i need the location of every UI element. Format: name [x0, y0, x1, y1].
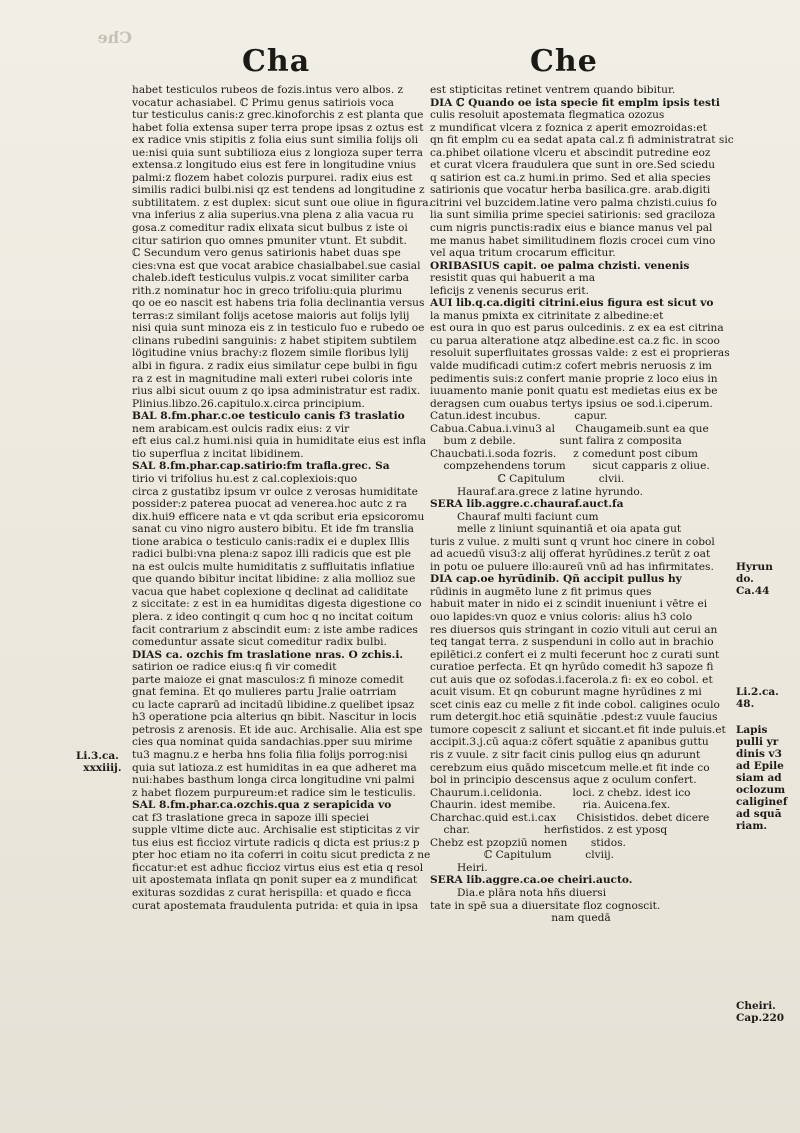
text-line: cat f3 traslatione greca in sapoze illi speciei	[132, 811, 369, 824]
text-line: gnat femina. Et qo mulieres partu Jralie oatrriam	[132, 686, 397, 699]
text-line: z habet flozem purpureum:et radice sim le testiculis.	[132, 786, 416, 799]
text-line: ORIBASIUS capit. oe palma chzisti. venenis	[430, 259, 690, 272]
right-text-column	[430, 84, 734, 925]
text-line: accipit.3.j.cū aqua:z cōfert squātie z apanibus guttu	[430, 736, 709, 749]
text-line: radici bulbi:vna plena:z sapoz illi radicis que est ple	[132, 548, 412, 561]
text-line: tione arabica o testiculo canis:radix ei e duplex Illis	[132, 535, 410, 548]
margin-note-right: Hyrun do. Ca.44	[736, 560, 773, 597]
text-line: acuit visum. Et qn coburunt magne hyrūdines z mi	[430, 686, 702, 699]
text-line: Dia.e plāra nota hñs diuersi	[430, 887, 607, 899]
text-line: lögitudine vnius brachy:z flozem simile floribus lylij	[132, 347, 409, 360]
text-line: palmi:z flozem habet colozis purpurei. radix eius est	[132, 171, 413, 184]
margin-note-right: Li.2.ca. 48.	[736, 686, 779, 711]
text-line: dix.hui9 efficere nata e vt qda scribut eria epsicoromu	[132, 510, 425, 523]
text-line: cu parua alteratione atqz albedine.est ca.z fic. in scoo	[430, 334, 720, 347]
text-line: ad acuedū visu3:z alij offerat hyrūdines.z terūt z oat	[430, 548, 711, 561]
text-line: petrosis z arenosis. Et ide auc. Archisalie. Alia est spe	[132, 723, 423, 736]
text-line: na est oulcis multe humiditatis z suffluitatis inflatiue	[132, 560, 415, 573]
running-header-right: Che	[530, 44, 598, 79]
text-line: tumore copescit z saliunt et siccant.et fit inde puluis.et	[430, 723, 726, 736]
text-line: cerebzum eius quādo miscetcum melle.et fit inde co	[430, 761, 710, 774]
text-line: deragsen cum ouabus tertys ipsius oe sod.i.ciperum.	[430, 397, 713, 410]
text-line: eft eius cal.z humi.nisi quia in humiditate eius est infla	[132, 435, 427, 448]
text-line: SERA lib.aggre.ca.oe cheiri.aucto.	[430, 874, 633, 887]
text-line: curatioe perfecta. Et qn hyrūdo comedit h3 sapoze fi	[430, 661, 714, 674]
margin-note-right: Lapis pulli yr dinis v3 ad Epile siam ad oclozum caliginef ad squā riam.	[736, 724, 788, 833]
text-line: ficcatur:et est adhuc ficcioz virtus eius est etia q resol	[132, 861, 424, 874]
text-line: rith.z nominatur hoc in greco trifoliu:quia plurimu	[132, 284, 403, 297]
text-line: chaleb.ideft testiculus vulpis.z vocat similiter carba	[132, 272, 409, 285]
text-line: char. herfistidos. z est yposq	[430, 824, 668, 837]
text-line: compzehendens torum sicut capparis z oliue.	[430, 460, 710, 473]
text-line: qn fit emplm cu ea sedat apata cal.z fi administratrat sic	[430, 134, 734, 147]
text-line: nam quedā	[430, 912, 611, 925]
text-line: plera. z ideo contingit q cum hoc q no incitat coitum	[132, 610, 414, 623]
text-line: rūdinis in augmēto lune z fit primus ques	[430, 585, 652, 598]
text-line: ℂ Capitulum clviij.	[430, 849, 615, 862]
text-line: cut auis que oz sofodas.i.facerola.z fi: ex eo cobol. et	[430, 673, 713, 686]
text-line: ℂ Capitulum clvii.	[430, 472, 625, 485]
text-line: citur satirion quo omnes pmuniter vtunt. Et subdit.	[132, 234, 407, 247]
text-line: Hauraf.ara.grece z latine hyrundo.	[430, 485, 643, 498]
text-line: vel aqua tritum crocarum efficitur.	[430, 247, 616, 260]
text-line: SAL 8.fm.phar.cap.satirio:fm trafla.grec. Sa	[132, 460, 390, 473]
left-text-column	[132, 84, 432, 912]
text-line: est stipticitas retinet ventrem quando bibitur.	[430, 84, 676, 96]
text-line: ris z vuule. z sitr facit cinis pullog eius qn adurunt	[430, 748, 701, 761]
text-line: et curat vlcera fraudulera que sunt in ore.Sed sciedu	[430, 159, 716, 172]
text-line: habuit mater in nido ei z scindit inueniunt i vētre ei	[430, 598, 708, 611]
text-line: SAL 8.fm.phar.ca.ozchis.qua z serapicida vo	[132, 799, 392, 812]
text-line: qo oe eo nascit est habens tria folia declinantia versus	[132, 297, 425, 310]
text-line: AUI lib.q.ca.digiti citrini.eius figura est sicut vo	[430, 297, 714, 310]
text-line: comeduntur assate sicut comeditur radix bulbi.	[132, 636, 387, 649]
text-line: pter hoc etiam no ita coferri in coitu sicut predicta z ne	[132, 849, 431, 862]
text-line: tirio vi trifolius hu.est z cal.coplexiois:quo	[132, 472, 358, 485]
text-line: rius albi sicut ouum z qo ipsa administratur est radix.	[132, 385, 421, 398]
text-line: me manus habet similitudinem flozis crocei cum vino	[430, 234, 716, 247]
text-line: melle z liniunt squinantiā et oia apata gut	[430, 523, 682, 536]
text-line: vacua que habet coplexione q declinat ad caliditate	[132, 585, 409, 598]
text-line: bum z debile. sunt falira z composita	[430, 435, 682, 448]
text-line: circa z gustatibz ipsum vr oulce z verosas humiditate	[132, 485, 418, 498]
bleed-through-text: Che	[97, 28, 132, 47]
text-line: citrini vel buzcidem.latine vero palma chzisti.cuius fo	[430, 196, 717, 209]
text-line: Chaurum.i.celidonia. loci. z chebz. idest ico	[430, 786, 691, 799]
text-line: res diuersos quis stringant in cozio vituli aut cerui an	[430, 623, 718, 636]
text-line: Chebz est pzopziū nomen stidos.	[430, 836, 626, 849]
text-line: z siccitate: z est in ea humiditas digesta digestione co	[132, 598, 422, 611]
text-line: Cabua.Cabua.i.vinu3 al Chaugameib.sunt ea que	[430, 422, 709, 435]
text-line: resoluit superfluitates grossas valde: z est ei proprieras	[430, 347, 730, 360]
text-line: subtilitatem. z est duplex: sicut sunt oue oliue in figura.	[132, 196, 432, 209]
text-line: rum detergit.hoc etiā squinātie .pdest:z vuule faucius	[430, 711, 718, 724]
text-line: uit apostemata inflata qn ponit super ea z mundificat	[132, 874, 418, 887]
text-line: exituras sozdidas z curat herispilla: et quado e ficca	[132, 887, 412, 899]
text-line: que quando bibitur incitat libidine: z alia mollioz sue	[132, 573, 416, 586]
text-line: culis resoluit apostemata flegmatica ozozus	[430, 109, 665, 122]
text-line: nisi quia sunt minoza eis z in testiculo fuo e rubedo oe	[132, 322, 425, 335]
text-line: terras:z similant folijs acetose maioris aut folijs lylij	[132, 309, 410, 322]
text-line: quia sut latioza.z est humiditas in ea que adheret ma	[132, 761, 417, 774]
text-line: est oura in quo est parus oulcedinis. z ex ea est citrina	[430, 322, 724, 335]
text-line: satirionis que vocatur herba basilica.gre. arab.digiti	[430, 184, 711, 197]
text-line: tus eius est ficcioz virtute radicis q dicta est prius:z p	[132, 836, 420, 849]
text-line: cies:vna est que vocat arabice chasialbabel.sue casial	[132, 259, 421, 272]
text-line: la manus pmixta ex citrinitate z albedine:et	[430, 309, 664, 322]
text-line: Chauraf multi faciunt cum	[430, 510, 599, 523]
text-line: cies qua nominat quida sandachias.pper suu mirime	[132, 736, 413, 749]
text-line: valde mudificadi cutim:z cofert mebris neruosis z im	[430, 360, 712, 373]
text-line: albi in figura. z radix eius similatur cepe bulbi in figu	[132, 360, 418, 373]
running-header-left: Cha	[242, 44, 311, 79]
text-line: supple vltime dicte auc. Archisalie est stipticitas z vir	[132, 824, 420, 837]
text-line: possider:z paterea puocat ad venerea.hoc autc z ra	[132, 498, 407, 511]
text-line: Catun.idest incubus. capur.	[430, 410, 608, 423]
text-line: tur testiculus canis:z grec.kinoforchis z est planta que	[132, 109, 424, 122]
text-line: vocatur achasiabel. ℂ Primu genus satiriois voca	[132, 96, 394, 109]
text-line: iuuamento manie ponit quatu est medietas eius ex be	[430, 385, 718, 398]
text-line: DIAS ca. ozchis fm traslatione nras. O zchis.i.	[132, 648, 404, 661]
text-line: ex radice vnis stipitis z folia eius sunt similia folijs oli	[132, 134, 419, 147]
text-line: ue:nisi quia sunt subtilioza eius z longioza super terra	[132, 146, 423, 159]
text-line: cum nigris punctis:radix eius e biance manus vel pal	[430, 222, 713, 235]
text-line: Chaurin. idest memibe. ria. Auicena.fex.	[430, 799, 671, 812]
text-line: nem arabicam.est oulcis radix eius: z vir	[132, 422, 350, 435]
text-line: clinans rubedini sanguinis: z habet stipitem subtilem	[132, 334, 417, 347]
text-line: vna inferius z alia superius.vna plena z alia vacua ru	[132, 209, 414, 222]
text-line: habet folia extensa super terra prope ipsas z oztus est	[132, 121, 424, 134]
text-line: habet testiculos rubeos de fozis.intus vero albos. z	[132, 84, 404, 96]
text-line: z mundificat vlcera z foznica z aperit emozroidas:et	[430, 121, 707, 134]
text-line: similis radici bulbi.nisi qz est tendens ad longitudine z	[132, 184, 425, 197]
text-line: pedimentis suis:z confert manie proprie z loco eius in	[430, 372, 718, 385]
text-line: lia sunt similia prime speciei satirionis: sed graciloza	[430, 209, 716, 222]
text-line: curat apostemata fraudulenta putrida: et quia in ipsa	[132, 899, 419, 912]
text-line: DIA cap.oe hyrūdinib. Qñ accipit pullus hy	[430, 573, 682, 586]
text-line: resistit quas qui habuerit a ma	[430, 272, 596, 285]
text-line: ouo lapides:vn quoz e vnius coloris: alius h3 colo	[430, 610, 693, 623]
text-line: turis z vulue. z multi sunt q vrunt hoc cinere in cobol	[430, 535, 715, 548]
text-line: Heiri.	[430, 861, 488, 874]
text-line: ℂ Secundum vero genus satirionis habet duas spe	[132, 247, 401, 260]
text-line: extensa.z longitudo eius est fere in longitudine vnius	[132, 159, 417, 172]
text-line: Plinius.libzo.26.capitulo.x.circa principium.	[132, 397, 365, 410]
text-line: ra z est in magnitudine mali exteri rubei coloris inte	[132, 372, 413, 385]
margin-note-right: Cheiri. Cap.220	[736, 1000, 785, 1025]
text-line: tate in spē sua a diuersitate floz cognoscit.	[430, 899, 661, 912]
text-line: BAL 8.fm.phar.c.oe testiculo canis f3 traslatio	[132, 410, 405, 423]
text-line: nui:habes basthum longa circa longitudine vni palmi	[132, 774, 415, 787]
text-line: scet cinis eaz cu melle z fit inde cobol. caligines oculo	[430, 698, 720, 711]
text-line: Charchac.quid est.i.cax Chisistidos. debet dicere	[430, 811, 710, 824]
text-line: sanat cu vino nigro austero bibitu. Et ide fm translia	[132, 523, 414, 536]
text-line: parte maioze ei gnat masculos:z fi minoze comedit	[132, 673, 404, 686]
text-line: tu3 magnu.z e herba hns folia filia folijs porrog:nisi	[132, 748, 408, 761]
text-line: Chaucbati.i.soda fozris. z comedunt post cibum	[430, 447, 698, 460]
text-line: gosa.z comeditur radix elixata sicut bulbus z iste oi	[132, 222, 408, 235]
text-line: teq tangat terra. z suspenduni in collo aut in brachio	[430, 636, 714, 649]
text-line: ca.phibet oilatione vlceru et abscindit putredine eoz	[430, 146, 711, 159]
text-line: in potu oe puluere illo:aureū vnū ad has infirmitates.	[430, 560, 714, 573]
text-line: cu lacte caprarū ad incitadū libidine.z quelibet ipsaz	[132, 698, 415, 711]
text-line: h3 operatione pcia alterius qn bibit. Nascitur in locis	[132, 711, 417, 724]
margin-note-left: Li.3.ca. xxxiiij.	[76, 750, 122, 774]
text-line: leficijs z venenis securus erit.	[430, 284, 589, 297]
text-line: q satirion est ca.z humi.in primo. Sed et alia species	[430, 171, 711, 184]
text-line: DIA ℂ Quando oe ista specie fit emplm ipsis testi	[430, 96, 720, 109]
text-line: tio superflua z incitat libidinem.	[132, 447, 304, 460]
text-line: bol in principio descensus aque z oculum confert.	[430, 774, 697, 787]
text-line: facit contrarium z abscindit eum: z iste ambe radices	[132, 623, 418, 636]
text-line: satirion oe radice eius:q fi vir comedit	[132, 661, 337, 674]
text-line: epilētici.z confert ei z multi fecerunt hoc z curati sunt	[430, 648, 720, 661]
text-line: SERA lib.aggre.c.chauraf.auct.fa	[430, 498, 624, 511]
